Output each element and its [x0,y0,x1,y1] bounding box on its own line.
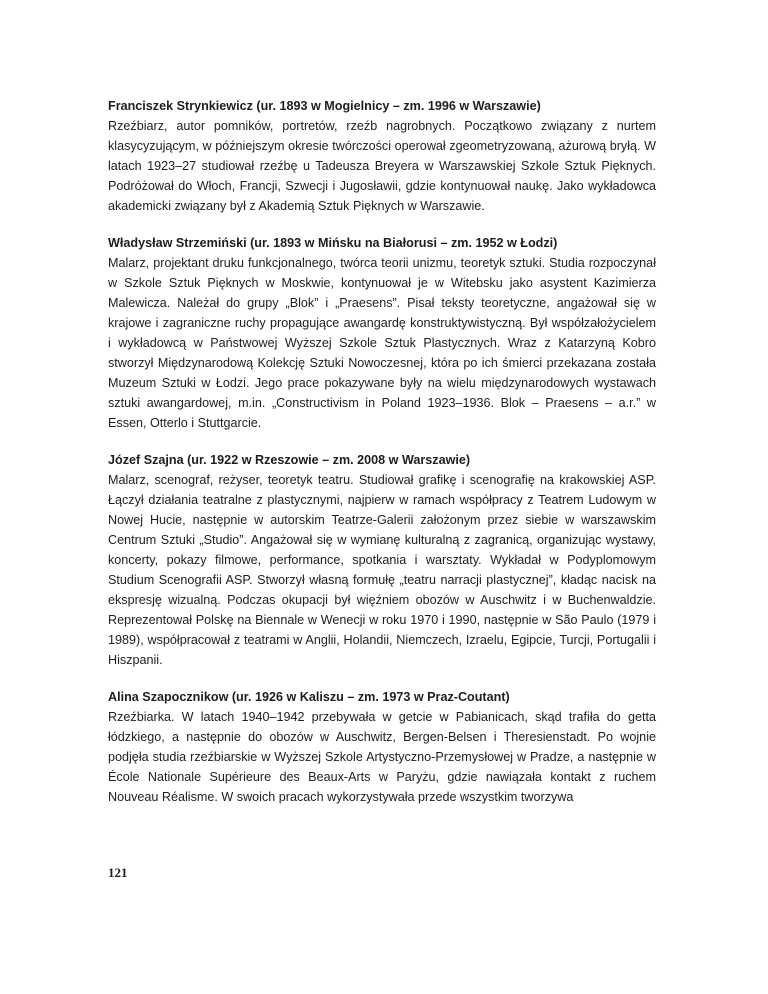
biography-entry-strynkiewicz [108,96,656,216]
entry-body: Rzeźbiarz, autor pomników, portretów, rzeźb nagrobnych. Początkowo związany z nurtem klasycyzującym, w późniejszym okresie twórczości operował zgeometryzowaną, ażurową bryłą. W latach 1923–27 studiował rzeźbę u Tadeusza Breyera w Warszawskiej Szkole Sztuk Pięknych. Podróżował do Włoch, Francji, Szwecji i Jugosławii, gdzie kontynuował naukę. Jako wykładowca akademicki związany był z Akademią Sztuk Pięknych w Warszawie. [108,119,656,213]
entry-body: Rzeźbiarka. W latach 1940–1942 przebywała w getcie w Pabianicach, skąd trafiła do getta łódzkiego, a następnie do obozów w Auschwitz, Bergen-Belsen i Theresienstadt. Po wojnie podjęła studia rzeźbiarskie w Wyższej Szkole Artystyczno-Przemysłowej w Pradze, a następnie w École Nationale Supérieure des Beaux-Arts w Paryżu, gdzie nawiązała kontakt z ruchem Nouveau Réalisme. W swoich pracach wykorzystywała przede wszystkim tworzywa [108,710,656,804]
entry-heading: Władysław Strzemiński (ur. 1893 w Mińsku na Białorusi – zm. 1952 w Łodzi) [108,236,558,250]
page-content [108,96,656,824]
entry-heading: Franciszek Strynkiewicz (ur. 1893 w Mogielnicy – zm. 1996 w Warszawie) [108,99,541,113]
page-number: 121 [108,865,128,880]
entry-heading: Alina Szapocznikow (ur. 1926 w Kaliszu – zm. 1973 w Praz-Coutant) [108,690,510,704]
entry-heading: Józef Szajna (ur. 1922 w Rzeszowie – zm. 2008 w Warszawie) [108,453,471,467]
biography-entry-szajna [108,450,656,670]
entry-body: Malarz, projektant druku funkcjonalnego, twórca teorii unizmu, teoretyk sztuki. Studia rozpoczynał w Szkole Sztuk Pięknych w Moskwie, kontynuował je w Witebsku jako asystent Kazimierza Malewicza. Należał do grupy „Blok” i „Praesens”. Pisał teksty teoretyczne, angażował się w krajowe i zagraniczne ruchy propagujące awangardę konstruktywistyczną. Był współzałożycielem i wykładowcą w Państwowej Wyższej Szkole Sztuk Plastycznych. Wraz z Katarzyną Kobro stworzył Międzynarodową Kolekcję Sztuki Nowoczesnej, która po ich śmierci przekazana została Muzeum Sztuki w Łodzi. Jego prace pokazywane były na wielu międzynarodowych wystawach sztuki awangardowej, m.in. „Constructivism in Poland 1923–1936. Blok – Praesens – a.r.” w Essen, Otterlo i Stuttgarcie. [108,256,656,430]
biography-entry-strzeminski [108,233,656,433]
entry-body: Malarz, scenograf, reżyser, teoretyk teatru. Studiował grafikę i scenografię na krakowskiej ASP. Łączył działania teatralne z plastycznymi, najpierw w ramach współpracy z Teatrem Ludowym w Nowej Hucie, następnie w autorskim Teatrze-Galerii założonym przez siebie w warszawskim Centrum Sztuki „Studio”. Angażował się w wymianę kulturalną z zagranicą, organizując wystawy, koncerty, pokazy filmowe, performance, spotkania i warsztaty. Wykładał w Podyplomowym Studium Scenografii ASP. Stworzył własną formułę „teatru narracji plastycznej”, kładąc nacisk na ekspresję wizualną. Podczas okupacji był więźniem obozów w Auschwitz i w Buchenwaldzie. Reprezentował Polskę na Biennale w Wenecji w roku 1970 i 1990, następnie w São Paulo (1979 i 1989), współpracował z teatrami w Anglii, Holandii, Niemczech, Izraelu, Egipcie, Turcji, Portugalii i Hiszpanii. [108,473,656,667]
biography-entry-szapocznikow [108,687,656,807]
